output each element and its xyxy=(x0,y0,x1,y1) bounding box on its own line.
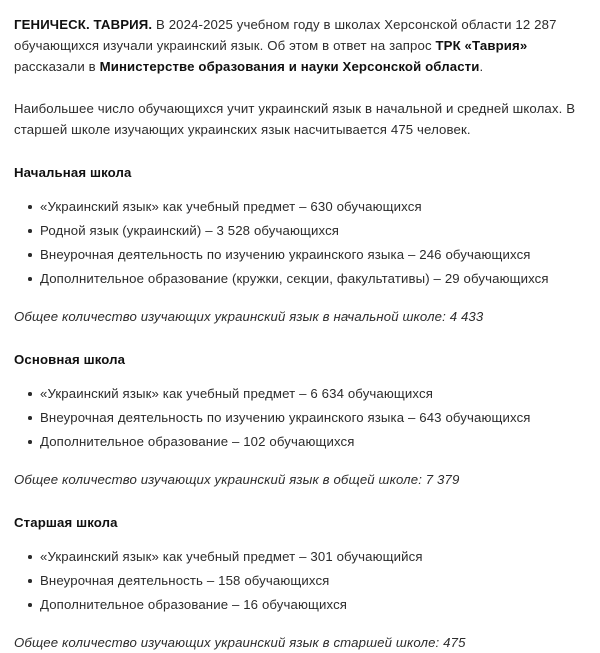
section-heading-primary-school: Начальная школа xyxy=(14,165,132,180)
list-item: Родной язык (украинский) – 3 528 обучающихся xyxy=(40,220,586,241)
list-item: Внеурочная деятельность по изучению украинского языка – 246 обучающихся xyxy=(40,244,586,265)
section-heading-high-school: Старшая школа xyxy=(14,515,118,530)
summary-primary-school: Общее количество изучающих украинский язык в начальной школе: 4 433 xyxy=(14,309,484,324)
list-high-school xyxy=(14,546,586,615)
intro-paragraph: Наибольшее число обучающихся учит украинский язык в начальной и средней школах. В старшей школе изучающих украинских язык насчитывается 475 человек. xyxy=(14,101,576,137)
list-item: Дополнительное образование – 16 обучающихся xyxy=(40,594,586,615)
summary-basic-school: Общее количество изучающих украинский язык в общей школе: 7 379 xyxy=(14,472,460,487)
section-heading-basic-school: Основная школа xyxy=(14,352,126,367)
list-item: «Украинский язык» как учебный предмет – 301 обучающийся xyxy=(40,546,586,567)
summary-high-school: Общее количество изучающих украинский язык в старшей школе: 475 xyxy=(14,635,466,650)
lead-bold-ministry: Министерстве образования и науки Херсонской области xyxy=(99,59,480,74)
list-basic-school xyxy=(14,383,586,452)
lead-bold-broadcaster: ТРК «Таврия» xyxy=(435,38,528,53)
list-primary-school xyxy=(14,196,586,289)
list-item: «Украинский язык» как учебный предмет – 630 обучающихся xyxy=(40,196,586,217)
lead-text-2: рассказали в xyxy=(14,59,100,74)
dateline: ГЕНИЧЕСК. ТАВРИЯ. xyxy=(14,17,153,32)
list-item: Дополнительное образование (кружки, секции, факультативы) – 29 обучающихся xyxy=(40,268,586,289)
lead-text-3: . xyxy=(479,59,484,74)
list-item: «Украинский язык» как учебный предмет – 6 634 обучающихся xyxy=(40,383,586,404)
lead-text-1: В 2024-2025 учебном году в школах Херсонской области 12 287 обучающихся изучали украинский язык. Об этом в ответ на запрос xyxy=(14,17,557,53)
list-item: Внеурочная деятельность по изучению украинского языка – 643 обучающихся xyxy=(40,407,586,428)
list-item: Внеурочная деятельность – 158 обучающихся xyxy=(40,570,586,591)
list-item: Дополнительное образование – 102 обучающихся xyxy=(40,431,586,452)
lead-paragraph xyxy=(14,14,586,77)
